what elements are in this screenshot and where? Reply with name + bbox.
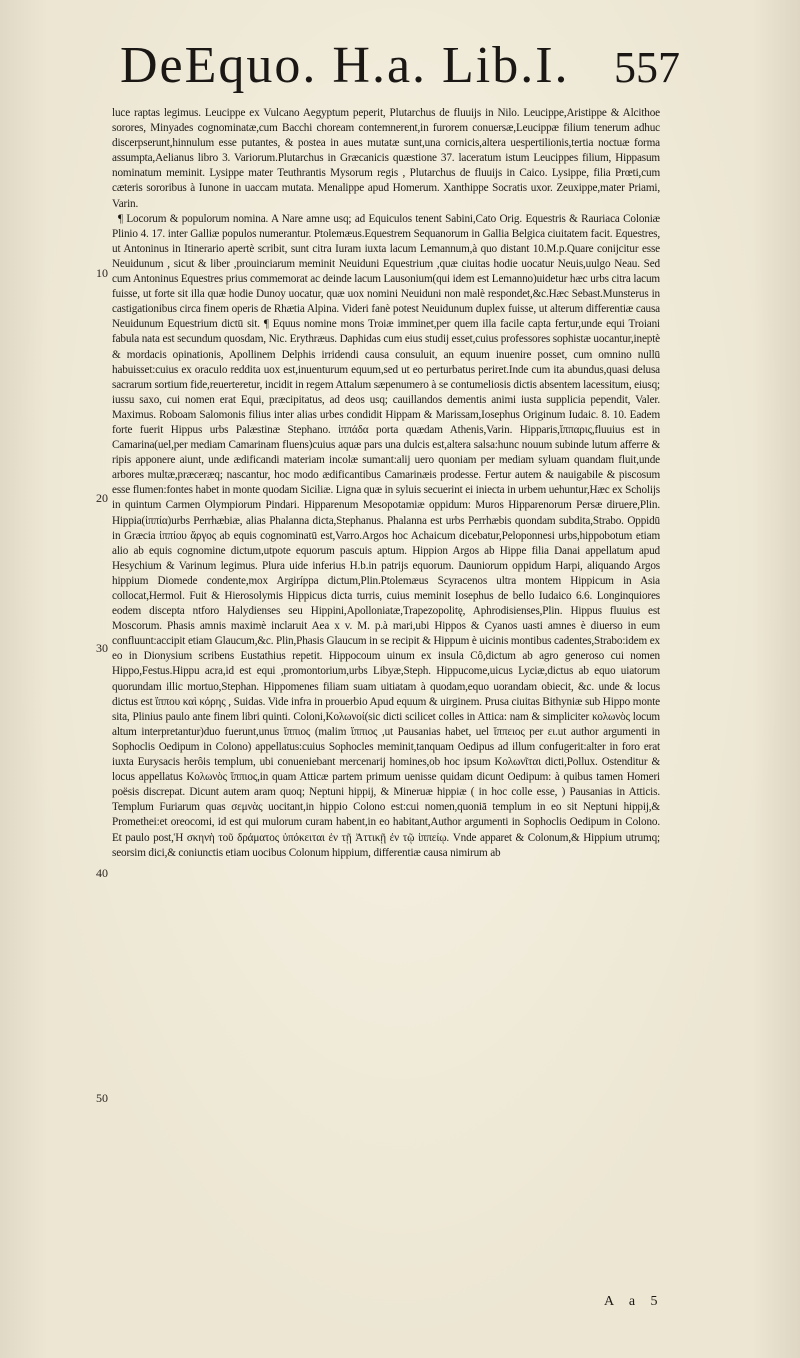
margin-line-number: 20 [96,491,108,505]
page-header [120,36,680,106]
margin-line-number: 50 [96,1091,108,1105]
margin-line-number: 30 [96,641,108,655]
page-number: 557 [614,43,680,92]
signature-mark: A a 5 [604,1294,664,1309]
margin-line-number: 40 [96,866,108,880]
paragraph-intro: luce raptas legimus. Leucippe ex Vulcano Aegyptum peperit, Plutarchus de fluuijs in Nilo. Leucippe,Aristippe & Alcithoe sorores, Minyades cognominatæ,cum Bacchi choream contemnerent,in furorem conuersæ,Leucippæ filium tenerum adhuc discerpserunt,hinnulum esse putantes, & postea in aues mutatæ sunt,una cornicis,altera uespertilionis,tertia noctuæ forma assumpta,Aelianus libro 3. Variorum.Plutarchus in Græcanicis quæstione 37. laceratum istum Leucippes filium, Hippasum nominatum meminit. Lysippe mater Teuthrantis Mysorum regis , Plutarchus de fluuijs in Caico. Lysippe, filia Prœti,cum cæteris sororibus à Iunone in uaccam mutata. Menalippe apud Homerum. Xanthippe Socratis uxor. Zeuxippe,mater Priami, Varin. [112,107,660,210]
main-text [112,106,660,861]
margin-line-number: 10 [96,266,108,280]
paragraph-places: ¶ Locorum & populorum nomina. A Nare amne usq; ad Equiculos tenent Sabini,Cato Orig. Equestris & Rauriaca Coloniæ Plinio 4. 17. inter Galliæ populos numerantur. Ptolemæus.Equestrem Sequanorum in Gallia Belgica ciuitatem facit. Equestres, ut Antoninus in Itinerario apertè scribit, sunt citra Iuram iuxta lacum Lemannum,à quo distant 10.M.p.Quare conijcitur esse Neuidunum , sicut & liber ,prouinciarum meminit Neuiduni Equestrium ,quæ ciuitas hodie uocatur Neuis,uulgo Neau. Sed cum Antoninus Equestres prius commemorat ac deinde lacum Lausonium(qui idem est Lemanno)uidetur hæc urbs citra lacum fuisse, ut forte sit illa quæ hodie Dunoy uocatur, quæ uox nomini Neuiduni non malè respondet,&c.Hæc Sebast.Munsterus in castigationibus circa finem operis de Rhætia Alpina. Videri fanè potest Neuidunum duplex fuisse, ut alterum differentiæ causa Neuidunum Equestrium dictū sit. ¶ Equus nomine mons Troiæ imminet,per quem illa facile capta fertur,unde equi Troiani fabula nata est secundum quosdam, Nic. Erythræus. Daphidas cum eius studij esset,cuius professores sophistæ uocantur,ineptè & mordacis opinationis, Apollinem Delphis irridendi causa consuluit, an equum inuenire posset, cum omnino nullū habuisset:cuius ex oraculo reddita uox est,inuenturum equum,sed ut eo perturbatus periret.Inde cum ita abundus,quasi delusa sacrarum sortium fide,reuerteretur, incidit in regem Attalum sæpenumero à se contumeliosis dictis absentem lacessitum, eiusq; iussu saxo, cui nomen erat Equi, præcipitatus, ad deos usq; cauillandos dementis animi iusta supplicia pependit, Valer. Maximus. Roboam Salomonis filius inter alias urbes condidit Hippam & Marissam,Iosephus Originum Iudaic. 8. 10. Eadem forte fuerit Hippus urbs Palæstinæ Stephano. ἱππάδα porta quædam Athenis,Varin. Hipparis,ἵππαρις,fluuius est in Camarina(uel,per mediam Camarinam fluens)cuius aquæ pars una dulcis est,altera salsa:hunc nouum subinde lutum afferre & ripis apponere aiunt, unde ædificandi materiam incolæ sumant:alij uero quoniam per mediam syluam quandam fluit,unde arbores multæ,præceræq; nascantur, hoc modo ædificantibus Camarinæis prodesse. Fertur autem & nauigabile & piscosum esse flumen:fontes habet in monte quodam Siciliæ. Ligna quæ in syluis secuerint ei iniecta in urbem uehuntur,Hæc ex Scholijs in quintum Carmen Olympiorum Pindari. Hipparenum Mesopotamiæ oppidum: Muros Hipparenorum Persæ diruere,Plin. Hippia(ἱππία)urbs Perrhæbiæ, alias Phalanna dicta,Stephanus. Phalanna est urbs Perrhæbis quondam subdita,Strabo. Oppidū in Græcia ἱππίου ἄργος ab equis cognominatū est,Varro.Argos hoc Achaicum dicebatur,Peloponnesi urbs,hippobotum etiam alio ab equis cognomine dictum,utpote equorum pascuis aptum. Hippion Argos ab Hippe filia Danai appellatum apud Hesychium & Varinum legimus. Plura uide inferius H.b.in patrijs equorum. Dauniorum oppidum Harpi, aliquando Argos hippium Diomede condente,mox Argiríppa dictum,Plin.Ptolemæus Scyracenos ultra montem Hippicum in Asia collocat,Hermol. Fuit & Hierosolymis Hippicus dicta turris, cuius meminit Iosephus de bello Iudaico 6.6. Longinquiores eodem discepta ntforo Halydienses seu Hippini,Apolloniatæ,Trapezopolitę, Aphrodisienses,Plin. Hippus fluuius est Moscorum. Phasis amnis maximè inclaruit Aea x v. M. p.à mari,ubi Hippos & Cyanos uasti amnes è diuerso in eum confluunt:accipit etiam Glaucum,&c. Plin,Phasis Glaucum in se recipit & Hippum è uicinis montibus cadentes,Strabo:idem ex eo in Dionysium scribens Eustathius repetit. Hippocoum uinum ex insula Cô,dictum ab agro generoso cui nomen Hippo,Festus.Hippu acra,id est equi ,promontorium,urbs Libyæ,Steph. Hippucome,uicus Lyciæ,dictus ab equo uiatorum quorundam illic mortuo,Stephan. Hippomenes filiam suam uitiatam à quodam,equo uorandam obiecit, &c. unde & locus dictus est ἵππου καὶ κόρης , Suidas. Vide infra in prouerbio Apud equum & uirginem. Prusa ciuitas Bithyniæ sub Hippo monte sita, Plinius paulo ante finem libri quinti. Coloni,Κολωνοί(sic dicti scilicet colles in Attica: nam & simpliciter κολωνὸς locum altum interpretantur)duo fuerunt,unus ἵππιος (malim ἵππιος ,ut Pausanias habet, uel ἵππειος per ει.ut author argumenti in Sophoclis Oedipum in Colono) appellatus:cuius Sophocles meminit,tanquam Oedipus ad illum confugerit:alter in foro erat iuxta Eurysacis herôis templum, ubi conueniebant mercenarij homines,ob hoc ipsum Κολωνῖται dicti,Pollux. Ostenditur & locus appellatus Κολωνὸς ἵππιος,in quam Atticæ partem primum uenisse quidam dicunt Oedipum: à quibus tamen Homeri poësis discrepat. Dicunt autem aram quoq; Neptuni hippij, & Mineruæ hippiæ ( in hoc colle esse, ) Pausanias in Atticis. Templum Furiarum quas σεμνὰς uocitant,in hippio Colono est:cui nomen,quoniā templum in eo sit Neptuni hippij,& Promethei:et oreocomi, id est qui mulorum curam habent,in eo habitant,Author argumenti in Sophoclis Oedipum in Colono. Et paulo post,Ἡ σκηνὴ τοῦ δράματος ὑπόκειται ἐν τῇ Ἀττικῇ ἐν τῷ ἱππείῳ. Vnde apparet & Colonum,& Hippium utrumq; seorsim dici,& coniunctis etiam uocibus Colonum hippium, differentiæ causa nimirum ab [112,212,660,859]
running-title: DeEquo. H.a. Lib.I. [120,37,570,94]
